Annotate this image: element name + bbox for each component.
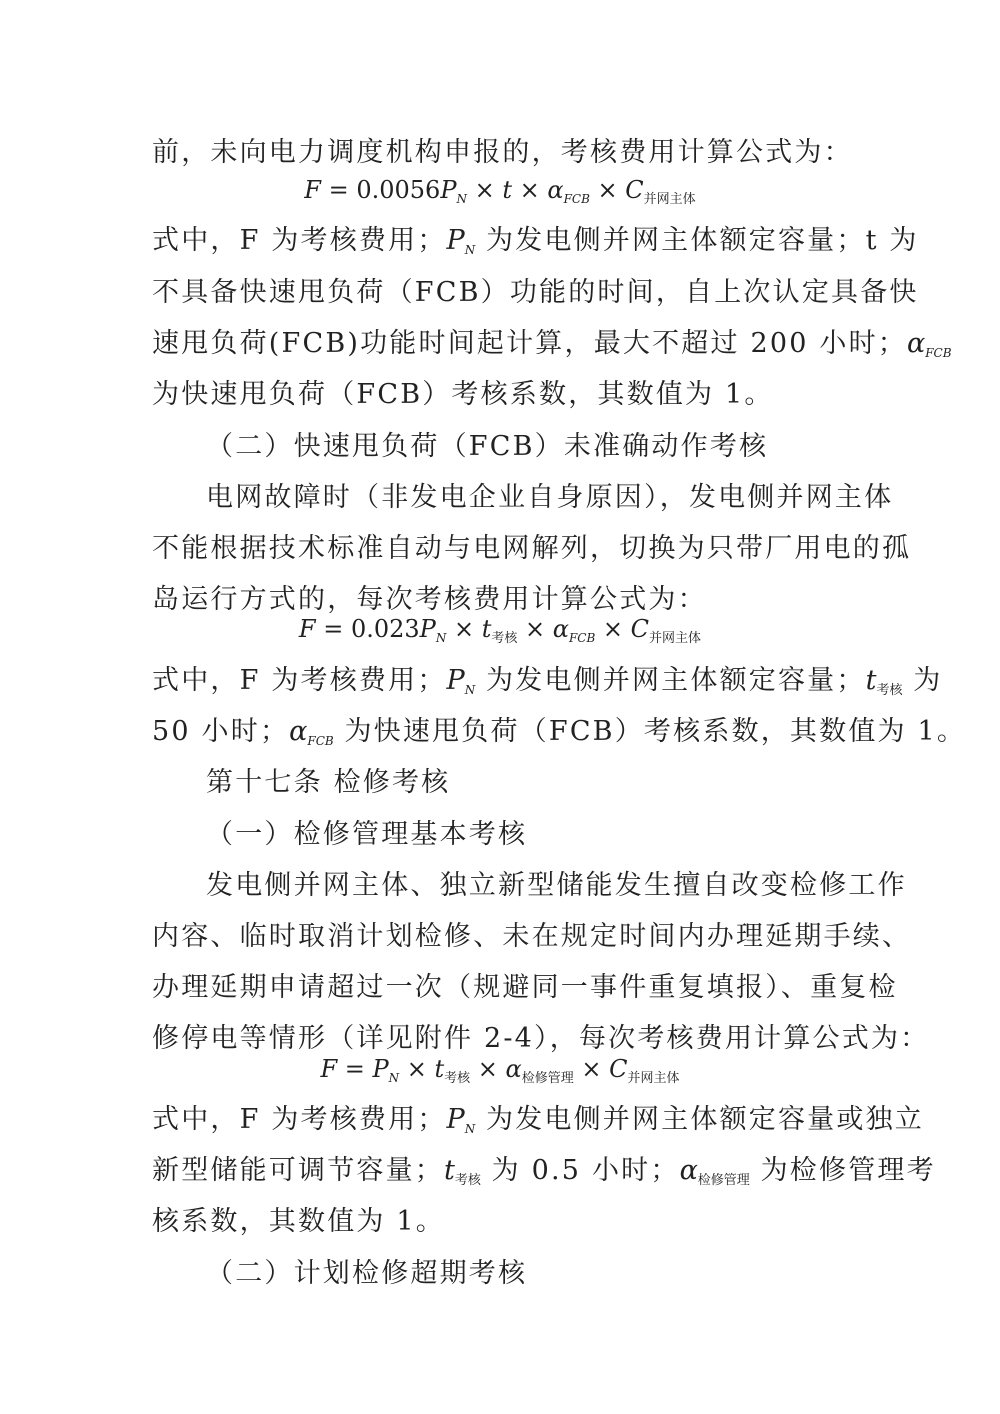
text-line: 前，未向电力调度机构申报的，考核费用计算公式为： — [152, 137, 853, 168]
text-line: 发电侧并网主体、独立新型储能发生擅自改变检修工作 — [206, 870, 907, 901]
text-line: 修停电等情形（详见附件 2-4），每次考核费用计算公式为： — [152, 1023, 930, 1054]
text-line: 为快速甩负荷（FCB）考核系数，其数值为 1。 — [152, 379, 774, 410]
text-line: 核系数，其数值为 1。 — [152, 1206, 445, 1237]
formula-maintenance: $F = P_N \times t_{考核} \times \alpha_{检修管理} \times C_{并网主体}$ — [320, 1055, 680, 1086]
formula-fcb-misfire: $F = 0.023P_N \times t_{考核} \times \alpha_{FCB} \times C_{并网主体}$ — [298, 615, 702, 646]
text-line: 式中，F 为考核费用；$P_N$ 为发电侧并网主体额定容量或独立 — [152, 1104, 924, 1136]
section-heading: （二）计划检修超期考核 — [206, 1258, 528, 1289]
text-line: 式中，F 为考核费用；$P_N$ 为发电侧并网主体额定容量；$t_{考核}$ 为 — [152, 665, 943, 698]
section-heading: （二）快速甩负荷（FCB）未准确动作考核 — [206, 431, 769, 462]
formula-fcb-report: $F = 0.0056P_N \times t \times \alpha_{FCB} \times C_{并网主体}$ — [304, 176, 696, 207]
section-heading: （一）检修管理基本考核 — [206, 819, 528, 850]
text-line: 内容、临时取消计划检修、未在规定时间内办理延期手续、 — [152, 921, 912, 952]
text-line: 岛运行方式的，每次考核费用计算公式为： — [152, 584, 707, 615]
text-line: 不具备快速甩负荷（FCB）功能的时间，自上次认定具备快 — [152, 277, 919, 308]
text-line: 办理延期申请超过一次（规避同一事件重复填报）、重复检 — [152, 972, 898, 1003]
text-line: 电网故障时（非发电企业自身原因），发电侧并网主体 — [206, 482, 894, 513]
text-line: 速甩负荷(FCB)功能时间起计算，最大不超过 200 小时；$\alpha_{FCB}$ — [152, 328, 952, 360]
text-line: 式中，F 为考核费用；$P_N$ 为发电侧并网主体额定容量；t 为 — [152, 225, 919, 257]
text-line: 不能根据技术标准自动与电网解列，切换为只带厂用电的孤 — [152, 533, 912, 564]
article-heading: 第十七条 检修考核 — [206, 767, 451, 798]
text-line: 50 小时；$\alpha_{FCB}$ 为快速甩负荷（FCB）考核系数，其数值为 1。 — [152, 716, 967, 748]
text-line: 新型储能可调节容量；$t_{考核}$ 为 0.5 小时；$\alpha_{检修管理}$ 为检修管理考 — [152, 1155, 936, 1188]
